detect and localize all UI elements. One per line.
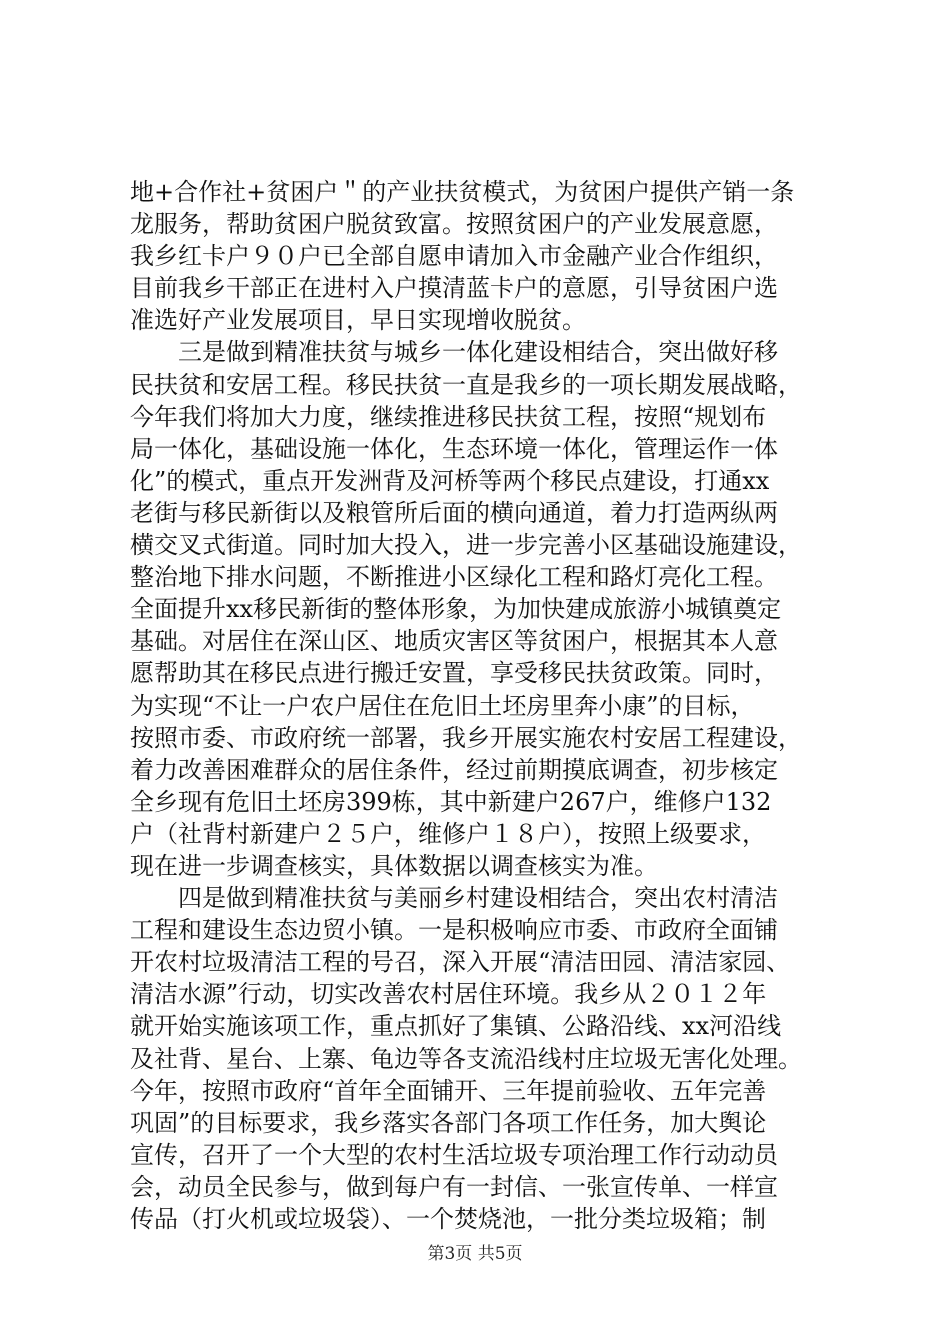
text-line: 宣传，召开了一个大型的农村生活垃圾专项治理工作行动动员	[130, 1140, 778, 1169]
text-line: 及社背、星台、上寨、龟边等各支流沿线村庄垃圾无害化处理。	[130, 1044, 802, 1073]
text-line: 工程和建设生态边贸小镇。一是积极响应市委、市政府全面铺	[130, 916, 778, 945]
text-line: 户（社背村新建户２５户，维修户１８户），按照上级要求，	[130, 819, 766, 848]
text-line: 巩固”的目标要求，我乡落实各部门各项工作任务，加大舆论	[130, 1108, 767, 1137]
text-line: 局一体化，基础设施一体化，生态环境一体化，管理运作一体	[130, 434, 778, 463]
text-line: 清洁水源”行动，切实改善农村居住环境。我乡从２０１２年	[130, 980, 767, 1009]
text-line: 目前我乡干部正在进村入户摸清蓝卡户的意愿，引导贫困户选	[130, 274, 778, 303]
text-line: 地+合作社+贫困户＂的产业扶贫模式，为贫困户提供产销一条	[130, 178, 795, 206]
text-line: 为实现“不让一户农户居住在危旧土坯房里奔小康”的目标，	[130, 691, 755, 720]
text-line: 会，动员全民参与，做到每户有一封信、一张宣传单、一样宣	[130, 1172, 778, 1201]
text-line: 全面提升xx移民新街的整体形象，为加快建成旅游小城镇奠定	[130, 595, 782, 624]
text-line: 愿帮助其在移民点进行搬迁安置，享受移民扶贫政策。同时，	[130, 659, 778, 688]
text-line: 整治地下排水问题，不断推进小区绿化工程和路灯亮化工程。	[130, 563, 778, 592]
text-line: 横交叉式街道。同时加大投入，进一步完善小区基础设施建设，	[130, 531, 802, 560]
text-line: 今年，按照市政府“首年全面铺开、三年提前验收、五年完善	[130, 1076, 767, 1105]
text-line: 开农村垃圾清洁工程的号召，深入开展“清洁田园、清洁家园、	[130, 948, 791, 977]
text-line: 就开始实施该项工作，重点抓好了集镇、公路沿线、xx河沿线	[130, 1012, 782, 1041]
text-line: 龙服务，帮助贫困户脱贫致富。按照贫困户的产业发展意愿，	[130, 210, 778, 239]
text-line: 按照市委、市政府统一部署，我乡开展实施农村安居工程建设，	[130, 723, 802, 752]
text-line: 民扶贫和安居工程。移民扶贫一直是我乡的一项长期发展战略，	[130, 370, 802, 399]
text-line: 着力改善困难群众的居住条件，经过前期摸底调查，初步核定	[130, 755, 778, 784]
text-line: 基础。对居住在深山区、地质灾害区等贫困户，根据其本人意	[130, 627, 778, 656]
text-line: 四是做到精准扶贫与美丽乡村建设相结合，突出农村清洁	[130, 884, 778, 913]
page-footer: 第3页 共5页	[427, 1244, 523, 1264]
text-line: 我乡红卡户９０户已全部自愿申请加入市金融产业合作组织，	[130, 242, 778, 271]
text-line: 化”的模式，重点开发洲背及河桥等两个移民点建设，打通xx	[130, 466, 770, 495]
body-text	[130, 176, 830, 1235]
text-line: 准选好产业发展项目，早日实现增收脱贫。	[130, 306, 586, 335]
text-line: 全乡现有危旧土坯房399栋，其中新建户267户，维修户132	[130, 787, 772, 816]
text-line: 今年我们将加大力度，继续推进移民扶贫工程，按照“规划布	[130, 402, 767, 431]
text-line: 老街与移民新街以及粮管所后面的横向通道，着力打造两纵两	[130, 498, 778, 527]
text-line: 现在进一步调查核实，具体数据以调查核实为准。	[130, 851, 658, 880]
text-line: 三是做到精准扶贫与城乡一体化建设相结合，突出做好移	[130, 338, 778, 367]
text-line: 传品（打火机或垃圾袋）、一个焚烧池，一批分类垃圾箱；制	[130, 1205, 766, 1233]
